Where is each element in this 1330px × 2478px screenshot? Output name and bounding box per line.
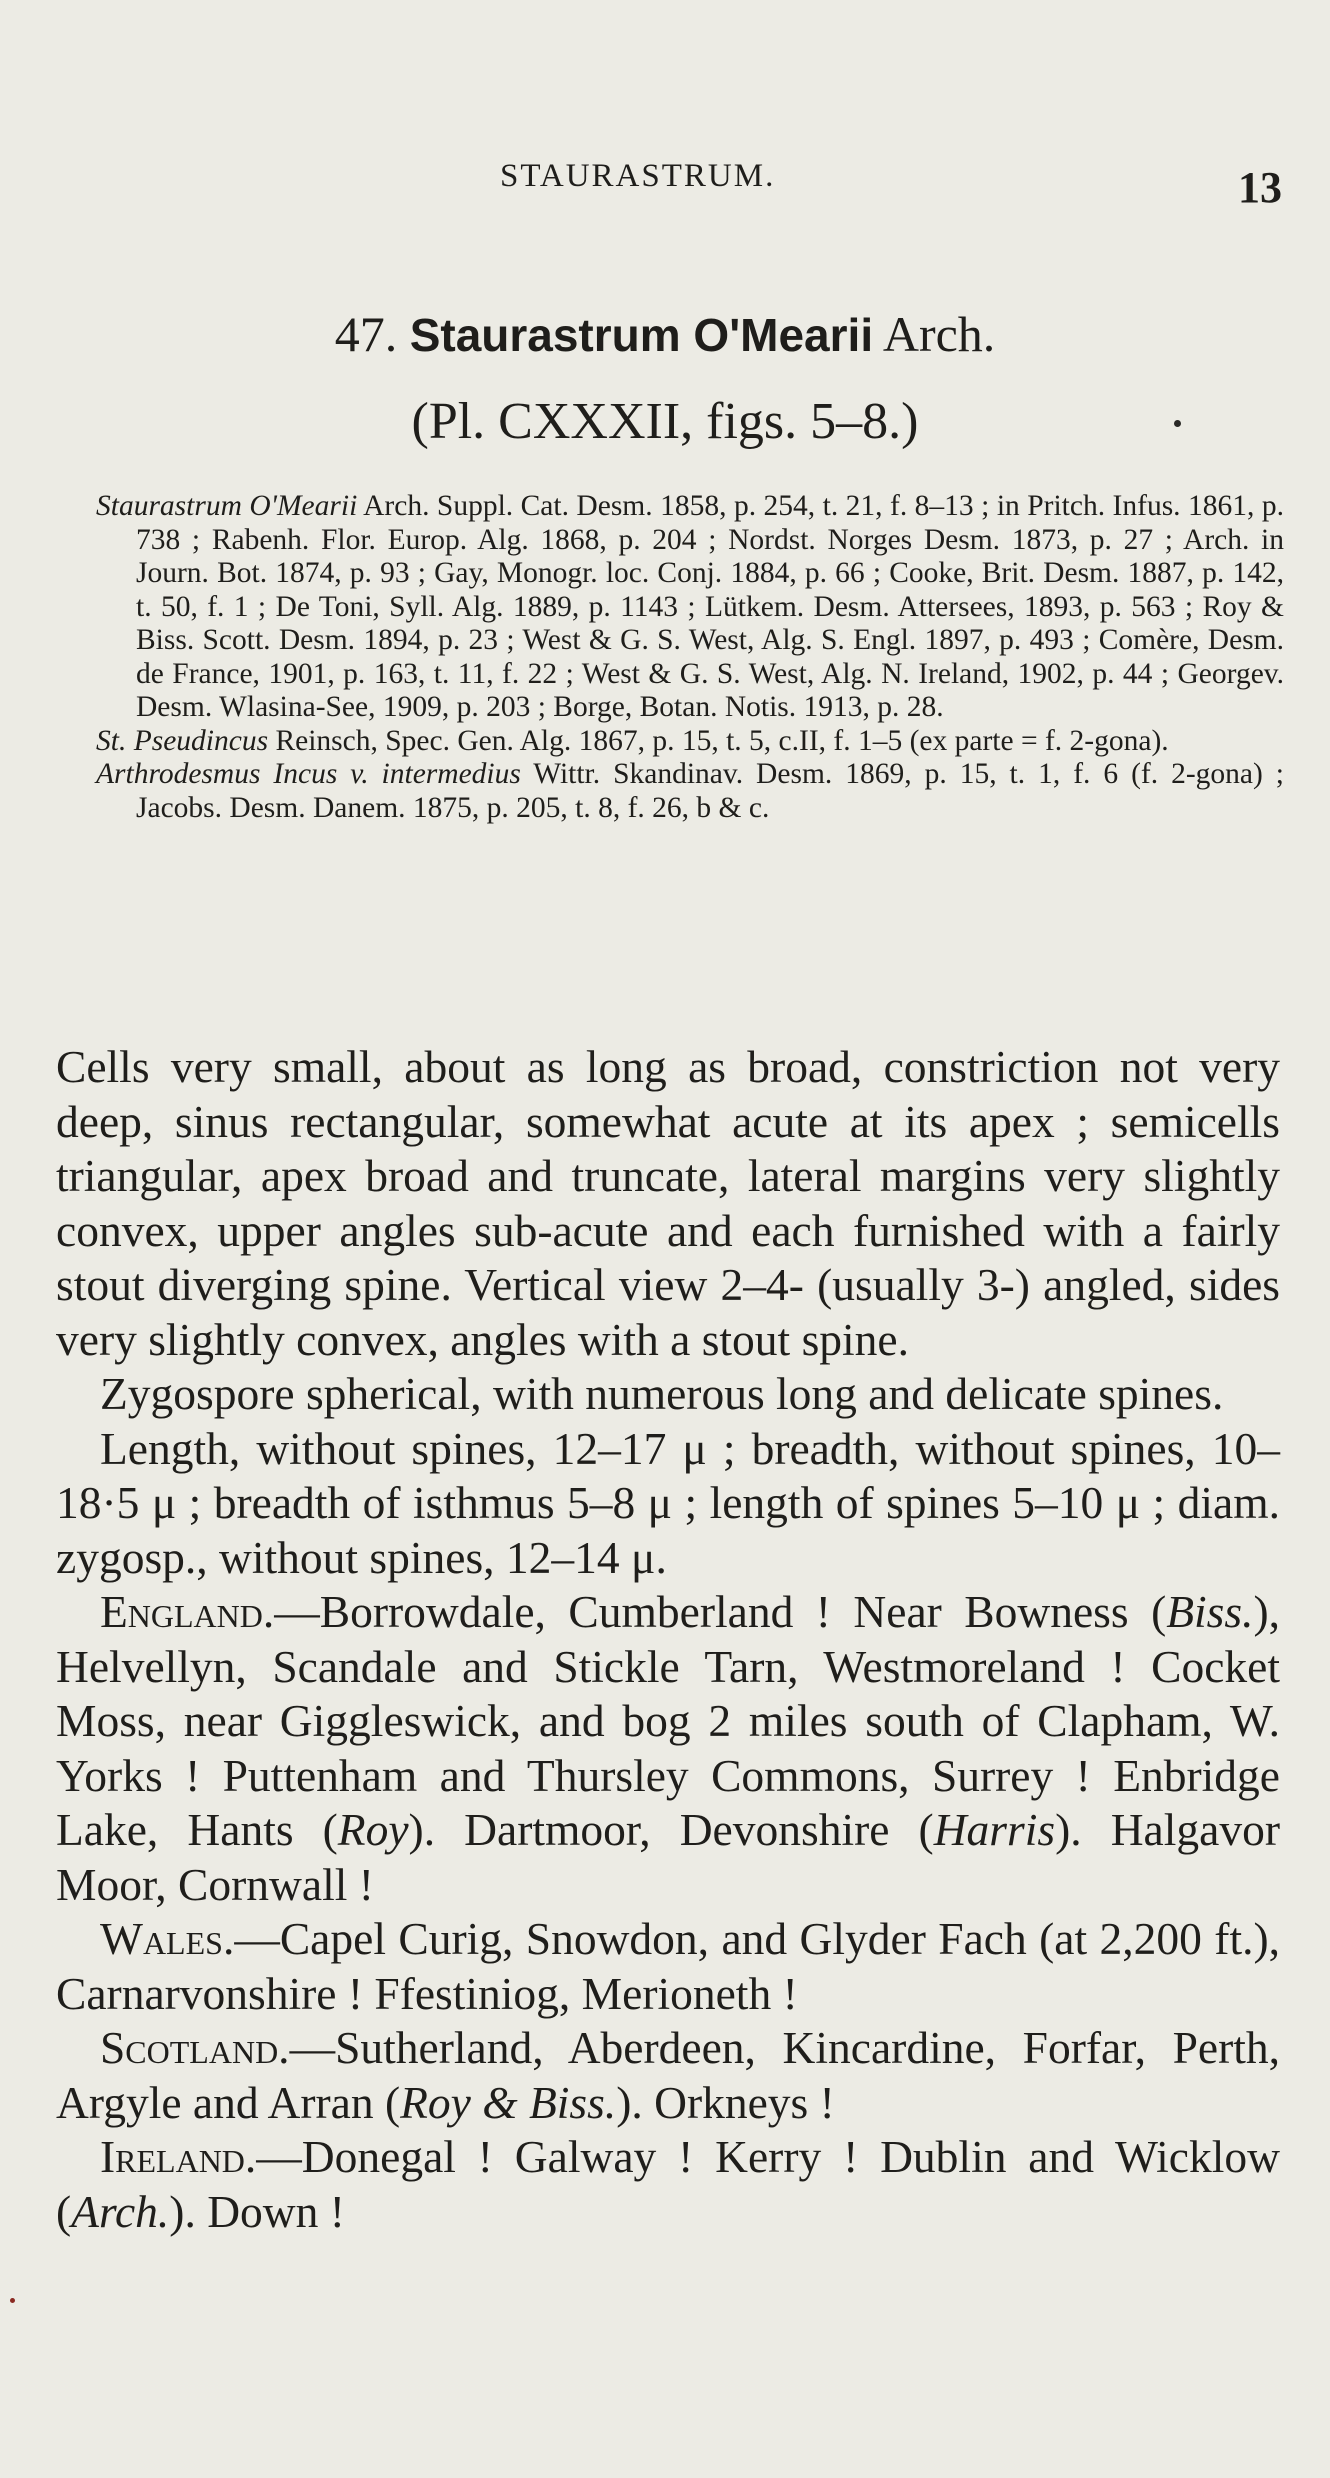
collector-citation: Arch. (71, 2185, 170, 2237)
synonym-citations: Arch. Suppl. Cat. Desm. 1858, p. 254, t. 21, f. 8–13 ; in Pritch. Infus. 1861, p. 738 ; Rabenh. Flor. Europ. Alg. 1868, p. 204 ; Nordst. Norges Desm. 1873, p. 27 ; Arch. in Journ. Bot. 1874, p. 93 ; Gay, Monogr. loc. Conj. 1884, p. 66 ; Cooke, Brit. Desm. 1887, p. 142, t. 50, f. 1 ; De Toni, Syll. Alg. 1889, p. 1143 ; Lütkem. Desm. Attersees, 1893, p. 563 ; Roy & Biss. Scott. Desm. 1894, p. 23 ; West & G. S. West, Alg. S. Engl. 1897, p. 493 ; Comère, Desm. de France, 1901, p. 163, t. 11, f. 22 ; West & G. S. West, Alg. N. Ireland, 1902, p. 44 ; Georgev. Desm. Wlasina-See, 1909, p. 203 ; Borge, Botan. Notis. 1913, p. 28. (136, 490, 1284, 723)
locality-text: —Sutherland, Aberdeen, Kincardine, Forfar, Perth, Argyle and Arran ( (56, 2022, 1280, 2128)
synonym-entry (96, 758, 1284, 825)
distribution-england (56, 1585, 1280, 1912)
running-head: STAURASTRUM. (500, 158, 776, 194)
distribution-scotland (56, 2021, 1280, 2130)
collector-citation: Biss. (1166, 1586, 1254, 1637)
distribution-ireland (56, 2130, 1280, 2239)
locality-text: —Capel Curig, Snowdon, and Glyder Fach (at 2,200 ft.), Carnarvonshire ! Ffestiniog, Merioneth ! (56, 1913, 1280, 2019)
region-label: Wales. (100, 1913, 235, 1964)
dimensions-paragraph: Length, without spines, 12–17 μ ; breadth, without spines, 10–18·5 μ ; breadth of isthmus 5–8 μ ; length of spines 5–10 μ ; diam. zygosp., without spines, 12–14 μ. (56, 1422, 1280, 1583)
synonymy-block (96, 490, 1284, 825)
locality-text: —Donegal ! Galway ! Kerry ! Dublin and Wicklow ( (56, 2131, 1280, 2237)
region-label: Ireland. (100, 2131, 257, 2182)
synonym-name: Arthrodesmus Incus v. intermedius (96, 758, 521, 790)
locality-text: ). Down ! (169, 2185, 345, 2237)
cell-description: Cells very small, about as long as broad, constriction not very deep, sinus rectangular, somewhat acute at its apex ; semicells triangular, apex broad and truncate, lateral margins very slightly convex, upper angles sub-acute and each furnished with a fairly stout diverging spine. Vertical view 2–4- (usually 3-) angled, sides very slightly convex, angles with a stout spine. (56, 1041, 1280, 1365)
synonym-entry (96, 725, 1284, 759)
distribution-wales (56, 1912, 1280, 2021)
print-speck (1174, 420, 1181, 427)
margin-mark (10, 2298, 15, 2303)
region-label: Scotland. (100, 2022, 290, 2073)
locality-text: —Borrowdale, Cumberland ! Near Bowness ( (274, 1586, 1167, 1637)
synonym-name: Staurastrum O'Mearii (96, 490, 358, 522)
locality-text: ). Dartmoor, Devonshire ( (408, 1804, 934, 1855)
species-authority: Arch. (882, 306, 996, 362)
synonym-citations: Reinsch, Spec. Gen. Alg. 1867, p. 15, t. 5, c.II, f. 1–5 (ex parte = f. 2-gona). (268, 724, 1169, 757)
species-name: Staurastrum O'Mearii (409, 309, 874, 361)
locality-text: ). Orkneys ! (616, 2076, 835, 2128)
region-label: England. (100, 1586, 275, 1637)
species-number: 47. (334, 306, 398, 362)
locality-text: ), Helvellyn, Scandale and Stickle Tarn, Westmoreland ! Cocket Moss, near Giggleswick, and bog 2 miles south of Clapham, W. Yorks ! Puttenham and Thursley Commons, Surrey ! Enbridge Lake, Hants ( (56, 1586, 1280, 1855)
synonym-entry (96, 490, 1284, 725)
locality-text: ). Halgavor Moor, Cornwall ! (56, 1804, 1280, 1910)
plate-reference: (Pl. CXXXII, figs. 5–8.) (411, 393, 919, 450)
collector-citation: Harris (933, 1804, 1056, 1855)
collector-citation: Roy & Biss. (400, 2076, 617, 2128)
description-block (56, 1040, 1280, 2239)
synonym-citations: Wittr. Skandinav. Desm. 1869, p. 15, t. 1, f. 6 (f. 2-gona) ; Jacobs. Desm. Danem. 1875, p. 205, t. 8, f. 26, b & c. (136, 758, 1285, 824)
zygospore-description: Zygospore spherical, with numerous long and delicate spines. (100, 1368, 1224, 1419)
page-number: 13 (1238, 163, 1282, 212)
collector-citation: Roy (337, 1804, 409, 1855)
species-heading (0, 305, 1330, 363)
synonym-name: St. Pseudincus (96, 724, 269, 757)
